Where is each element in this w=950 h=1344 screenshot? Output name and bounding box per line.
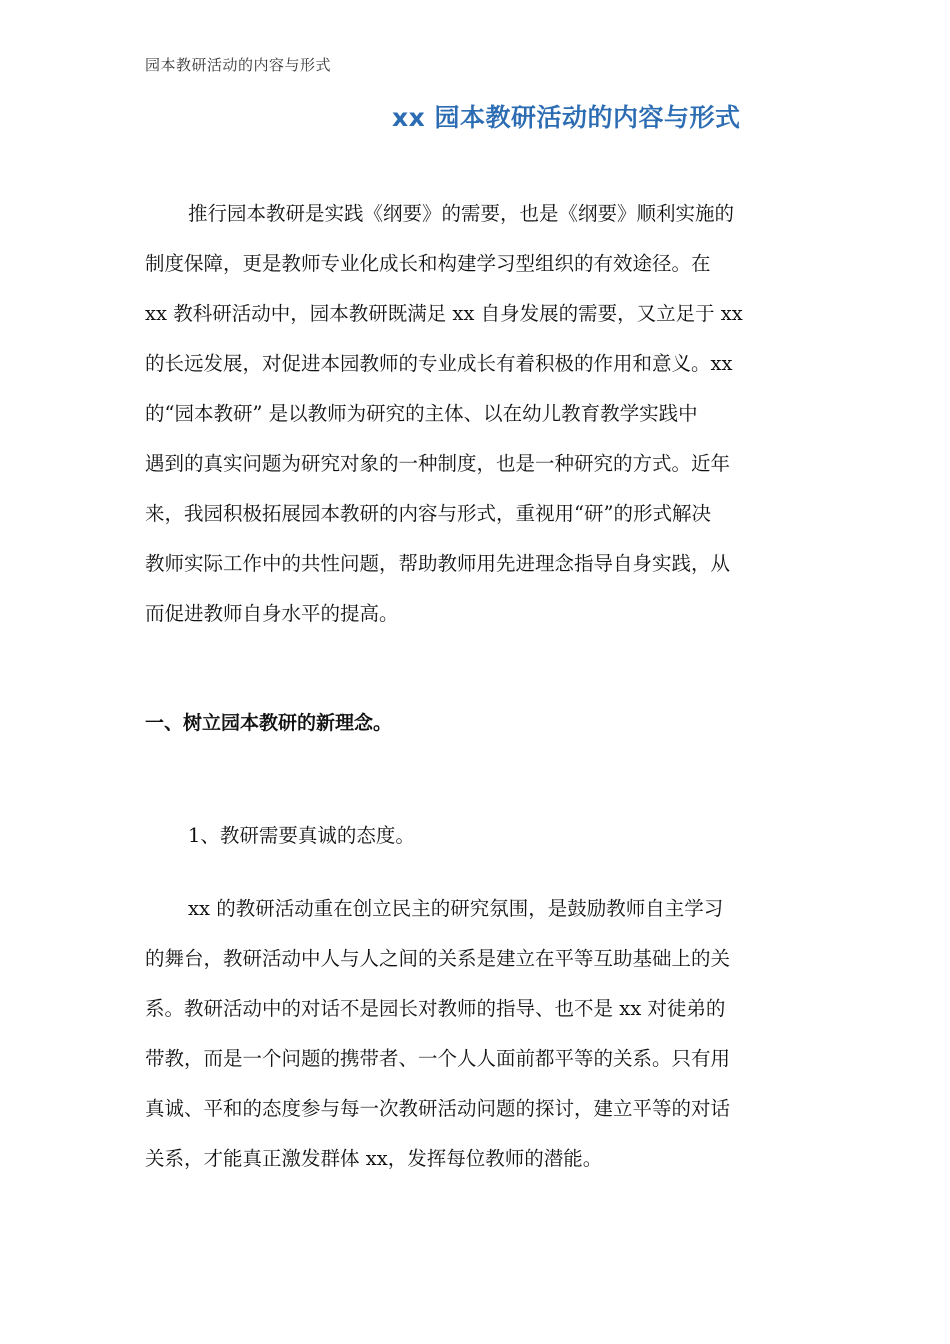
paragraph-line: 真诚、平和的态度参与每一次教研活动问题的探讨，建立平等的对话 (145, 1097, 731, 1120)
paragraph-line: xx 的教研活动重在创立民主的研究氛围，是鼓励教师自主学习 (188, 897, 724, 920)
paragraph-line: 推行园本教研是实践《纲要》的需要，也是《纲要》顺利实施的 (188, 202, 735, 225)
paragraph-line: 制度保障，更是教师专业化成长和构建学习型组织的有效途径。在 (145, 252, 711, 275)
section-heading: 一、树立园本教研的新理念。 (145, 712, 393, 734)
paragraph-line: 遇到的真实问题为研究对象的一种制度，也是一种研究的方式。近年 (145, 452, 731, 475)
paragraph-line: 教师实际工作中的共性问题，帮助教师用先进理念指导自身实践，从 (145, 552, 731, 575)
paragraph-line: xx 教科研活动中，园本教研既满足 xx 自身发展的需要，又立足于 xx (145, 302, 743, 325)
paragraph-line: 而促进教师自身水平的提高。 (145, 602, 399, 625)
paragraph-line: 的舞台，教研活动中人与人之间的关系是建立在平等互助基础上的关 (145, 947, 731, 970)
paragraph-line: 的“园本教研” 是以教师为研究的主体、以在幼儿教育教学实践中 (145, 402, 698, 425)
subsection-body-paragraph (145, 884, 825, 1184)
paragraph-line: 来，我园积极拓展园本教研的内容与形式，重视用“研”的形式解决 (145, 502, 711, 525)
running-header: 园本教研活动的内容与形式 (145, 56, 332, 74)
subsection-heading: 1、教研需要真诚的态度。 (188, 824, 415, 847)
paragraph-line: 的长远发展，对促进本园教师的专业成长有着积极的作用和意义。xx (145, 352, 733, 375)
paragraph-line: 带教，而是一个问题的携带者、一个人人面前都平等的关系。只有用 (145, 1047, 731, 1070)
paragraph-line: 系。教研活动中的对话不是园长对教师的指导、也不是 xx 对徒弟的 (145, 997, 726, 1020)
intro-paragraph (145, 189, 825, 639)
document-title: xx 园本教研活动的内容与形式 (392, 103, 741, 132)
paragraph-line: 关系，才能真正激发群体 xx，发挥每位教师的潜能。 (145, 1147, 603, 1170)
